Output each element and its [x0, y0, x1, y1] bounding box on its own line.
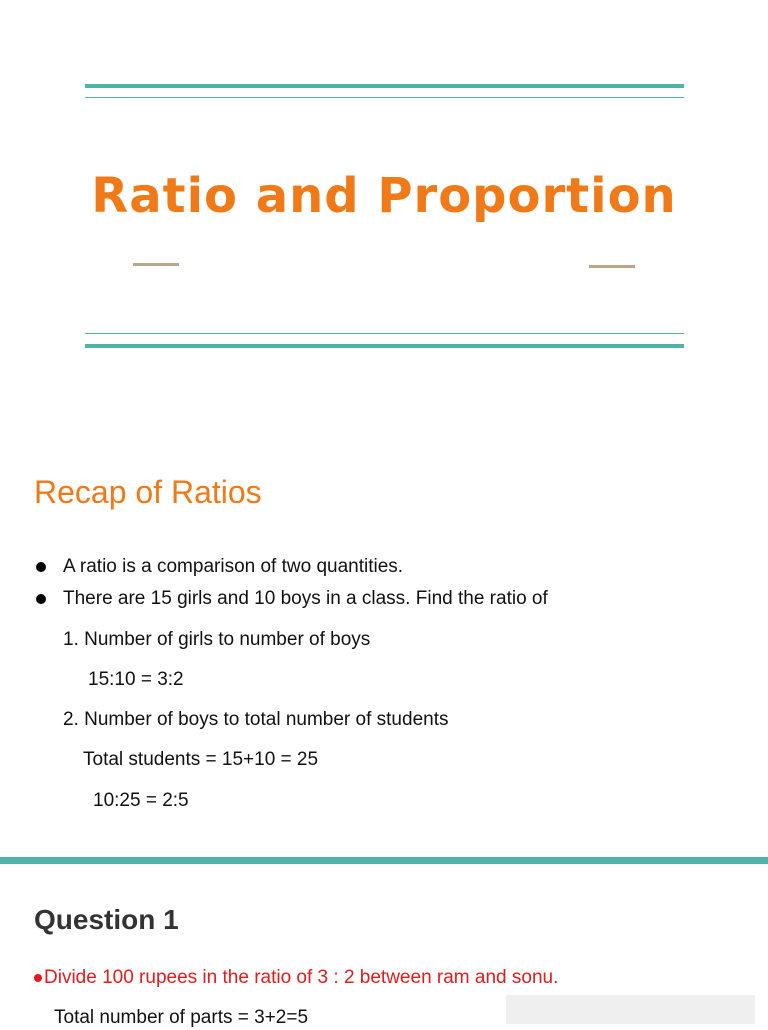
answer-item-1: 15:10 = 3:2 [88, 669, 184, 690]
title-bottom-rule-thin [85, 333, 684, 334]
bullet-item [36, 587, 548, 611]
bullet-icon [36, 562, 46, 572]
slide-title: Ratio and Proportion [91, 168, 677, 224]
answer-item-2: 10:25 = 2:5 [93, 790, 189, 811]
bullet-text: There are 15 girls and 10 boys in a class. Find the ratio of [63, 588, 548, 609]
bullet-text: A ratio is a comparison of two quantities. [63, 556, 404, 577]
recap-heading: Recap of Ratios [34, 474, 262, 510]
question-heading: Question 1 [34, 904, 179, 935]
working-line: Total number of parts = 3+2=5 [54, 1007, 309, 1028]
slide-divider [0, 857, 768, 864]
question-item-1: 1. Number of girls to number of boys [63, 629, 371, 650]
title-bottom-rule-thick [85, 344, 684, 348]
question-bullet [34, 966, 558, 990]
title-top-rule-thick [85, 84, 684, 88]
bullet-item [36, 555, 403, 579]
title-top-rule-thin [85, 97, 684, 98]
working-item-2: Total students = 15+10 = 25 [83, 749, 319, 770]
title-dash-left [133, 263, 179, 266]
question-text: Divide 100 rupees in the ratio of 3 : 2 between ram and sonu. [44, 967, 559, 988]
bullet-icon [36, 594, 46, 604]
bullet-icon [34, 974, 42, 982]
question-item-2: 2. Number of boys to total number of students [63, 709, 449, 730]
title-dash-right [589, 265, 635, 268]
answer-box [506, 995, 755, 1024]
